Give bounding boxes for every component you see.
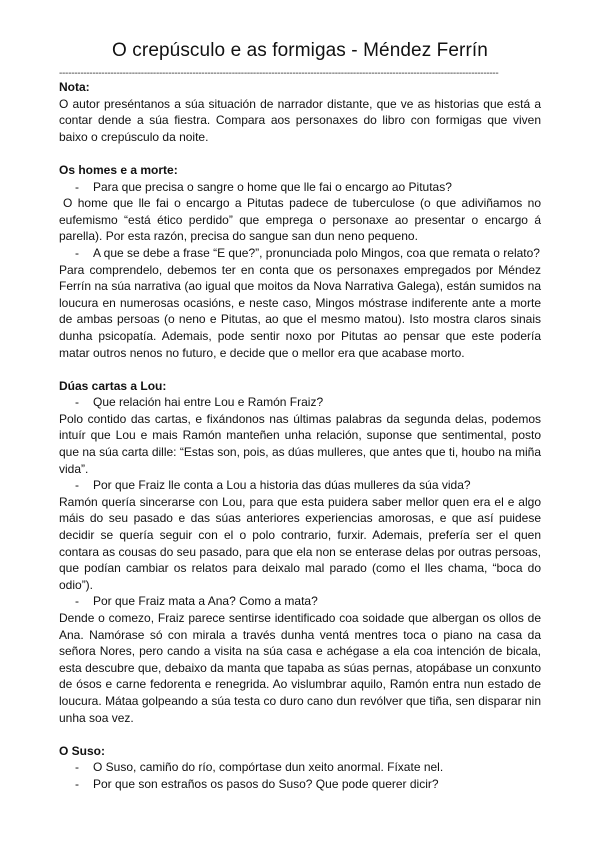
- bullet-dash: -: [75, 776, 79, 791]
- question-item: [59, 245, 541, 262]
- question-item: [59, 776, 541, 793]
- answer-paragraph: Polo contido das cartas, e fixándonos nas últimas palabras da segunda delas, podemos intuír que Lou e mais Ramón manteñen unha relación, suponse que sentimental, posto que na súa carta dille: “Estas son, pois, as dúas mulleres, que antes que ti, houbo na miña vida”.: [59, 411, 541, 476]
- bullet-dash: -: [75, 395, 79, 410]
- answer-paragraph: Para comprendelo, debemos ter en conta que os personaxes empregados por Méndez Ferrín na súa narrativa (ao igual que moitos da Nova Narrativa Galega), están sumidos na loucura en numerosas ocasións, e neste caso, Mingos móstrase indiferente ante a morte de ambas persoas (o neno e Pitutas, ao que el mesmo matou). Isto mostra claros sinais dunha psicopatía. Ademais, pode sentir noxo por Pitutas ao pensar que este podería matar outros nenos no futuro, e decide que o mellor era que acabase morto.: [59, 262, 541, 360]
- page-title: O crepúsculo e as formigas - Méndez Ferrín: [112, 40, 488, 61]
- question-text: Por que son estraños os pasos do Suso? Que pode querer dicir?: [93, 776, 439, 791]
- question-text: Por que Fraiz mata a Ana? Como a mata?: [93, 594, 318, 609]
- question-text: Para que precisa o sangre o home que lle fai o encargo ao Pitutas?: [93, 179, 452, 194]
- question-text: Que relación hai entre Lou e Ramón Fraiz?: [93, 395, 324, 410]
- section-heading: Os homes e a morte:: [59, 162, 178, 177]
- question-text: Por que Fraiz lle conta a Lou a historia das dúas mulleres da súa vida?: [93, 478, 471, 493]
- answer-paragraph: O home que lle fai o encargo a Pitutas padece de tuberculose (o que adiviñamos no eufemismo “está ético perdido” que emprega o personaxe ao presentar o encargo á parella). Por esta razón, precisa do sangue san dun neno pequeno.: [59, 196, 541, 244]
- bullet-dash: -: [75, 594, 79, 609]
- question-item: [59, 179, 541, 196]
- section-homes: [59, 162, 541, 361]
- question-text: O Suso, camiño do río, compórtase dun xeito anormal. Fíxate nel.: [93, 760, 444, 775]
- bullet-dash: -: [75, 478, 79, 493]
- bullet-dash: -: [75, 179, 79, 194]
- paragraph: O autor preséntanos a súa situación de narrador distante, que ve as historias que está a contar dende a súa fiestra. Compara aos personaxes do libro con formigas que viven baixo o crepúsculo da noite.: [59, 96, 541, 144]
- question-item: [59, 759, 541, 776]
- answer-paragraph: Ramón quería sincerarse con Lou, para que esta puidera saber mellor quen era el e algo máis do seu pasado e das súas anteriores experiencias amorosas, e que así puidese decidir se quería seguir con el o polo contrario, furxir. Ademais, prefería ser el quen contara as cousas do seu pasado, para que ela non se enterase delas por outras persoas, que podían cambiar os relatos para deixalo mal parado (como el lles chama, “boca do odio”).: [59, 494, 541, 592]
- section-cartas: [59, 378, 541, 726]
- section-heading: Dúas cartas a Lou:: [59, 378, 167, 393]
- question-item: [59, 593, 541, 610]
- bullet-dash: -: [75, 245, 79, 260]
- section-heading: O Suso:: [59, 743, 106, 758]
- question-item: [59, 477, 541, 494]
- section-nota: [59, 79, 541, 145]
- section-heading: Nota:: [59, 80, 90, 94]
- question-text: A que se debe a frase “E que?”, pronunciada polo Mingos, coa que remata o relato?: [93, 245, 540, 260]
- answer-paragraph: Dende o comezo, Fraiz parece sentirse identificado coa soidade que albergan os ollos de Ana. Namórase só con mirala a través dunha ventá mentres toca o piano na casa da señora Nores, pero cando a visita na súa casa e achégase a ela coa intención de bicala, esta descubre que, debaixo da manta que tapaba as súas pernas, atopábase un conxunto de ósos e carne fedorenta e renegrida. Ao vislumbrar aquilo, Ramón entra nun estado de loucura. Mátaa golpeando a súa testa co duro cano dun revólver que tiña, sen disparar nin unha soa vez.: [59, 611, 541, 725]
- divider-rule: -------------------------------------------------------------------------------------------------------------------------------------------------: [59, 69, 499, 79]
- bullet-dash: -: [75, 760, 79, 775]
- section-suso: [59, 743, 541, 793]
- question-item: [59, 394, 541, 411]
